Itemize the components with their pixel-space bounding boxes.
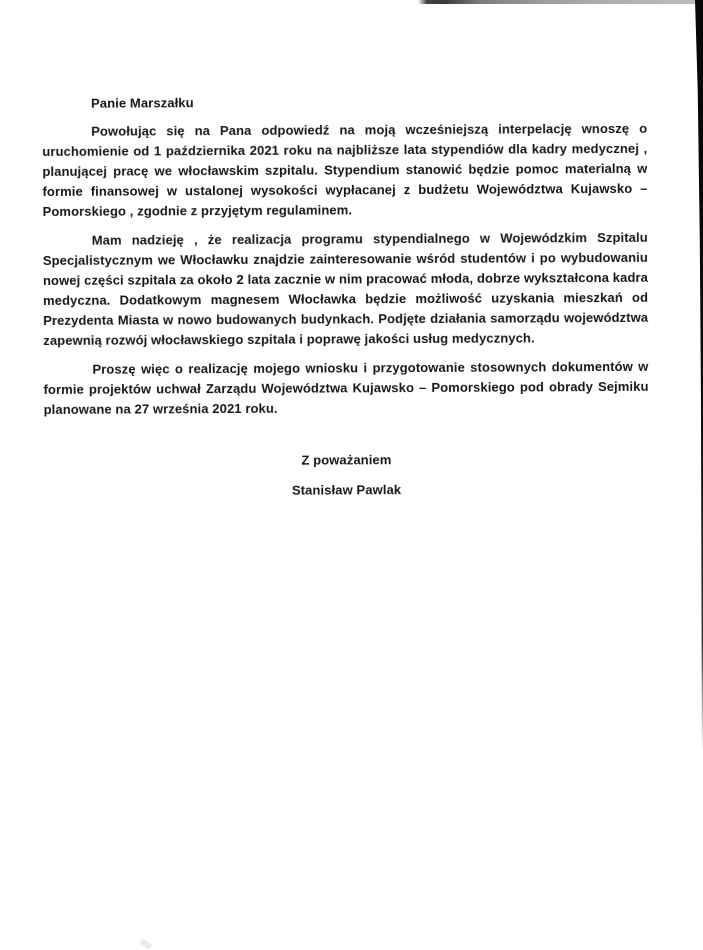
letter-paragraph-3: Proszę więc o realizację mojego wniosku i przygotowanie stosownych dokumentów w formie projektów uchwał Zarządu Województwa Kujawsko – Pomorskiego pod obrady Sejmiku planowane na 27 września 2021 roku. (43, 358, 649, 417)
letter-paragraph-1: Powołując się na Pana odpowiedź na moją wcześniejszą interpelację wnoszę o uruchomienie od 1 października 2021 roku na najbliższe lata stypendiów dla kadry medycznej , planującej pracę we włocławskim szpitalu. Stypendium stanowić będzie pomoc materialną w formie finansowej w ustalonej wysokości wypłacanej z budżetu Województwa Kujawsko – Pomorskiego , zgodnie z przyjętym regulaminem. (42, 120, 648, 219)
letter-closing: Z poważaniem (301, 452, 392, 468)
letter-body (42, 91, 649, 502)
scan-artifact-right-edge (695, 0, 703, 755)
letter-signature: Stanisław Pawlak (291, 482, 402, 498)
scan-artifact-top-edge (418, 0, 703, 4)
letter-greeting: Panie Marszałku (91, 95, 194, 111)
letter-closing-block (44, 449, 649, 502)
scan-artifact-bottom-smudge (139, 938, 152, 950)
letter-paragraph-2: Mam nadzieję , że realizacja programu stypendialnego w Wojewódzkim Szpitalu Specjalistycznym we Włocławku znajdzie zainteresowanie wśród studentów i po wybudowaniu nowej części szpitala za około 2 lata zacznie w nim pracować młoda, dobrze wykształcona kadra medyczna. Dodatkowym magnesem Włocławka będzie możliwość uzyskania mieszkań od Prezydenta Miasta w nowo budowanych budynkach. Podjęte działania samorządu województwa zapewnią rozwój włocławskiego szpitala i poprawę jakości usług medycznych. (42, 229, 649, 348)
